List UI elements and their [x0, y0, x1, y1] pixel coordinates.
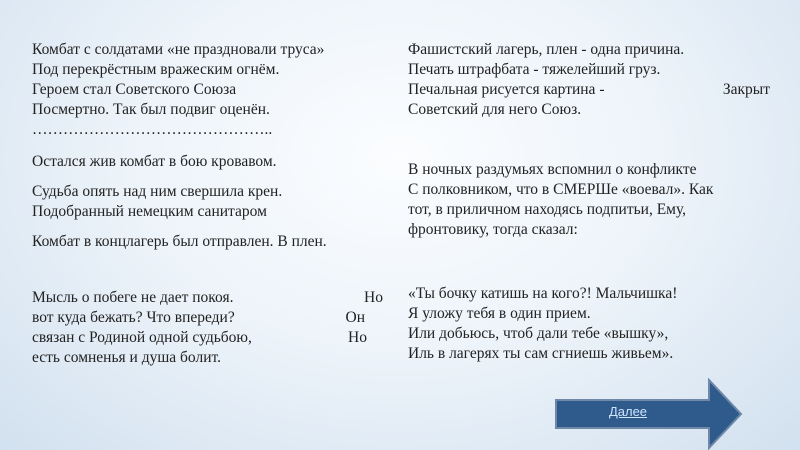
verse-line — [32, 288, 387, 308]
verse-line: Иль в лагерях ты сам сгниешь живьем». — [408, 345, 674, 362]
stanza-2 — [32, 152, 392, 172]
verse-text: Мысль о побеге не дает покоя. — [32, 289, 234, 306]
verse-tail: Но — [364, 289, 383, 306]
verse-line: Под перекрёстным вражеским огнём. — [32, 61, 280, 78]
verse-tail: Закрыт — [722, 81, 770, 98]
verse-line: Печать штрафбата - тяжелейший груз. — [408, 61, 661, 78]
verse-tail: Он — [345, 309, 365, 326]
stanza-4 — [32, 232, 392, 252]
next-button-label: Далее — [608, 404, 648, 419]
verse-line: Комбат в концлагерь был отправлен. В плен. — [32, 233, 327, 250]
verse-line: Остался жив комбат в бою кровавом. — [32, 153, 277, 170]
stanza-8 — [408, 284, 778, 364]
verse-line: Комбат с солдатами «не праздновали труса» — [32, 41, 325, 58]
verse-text: связан с Родиной одной судьбою, — [32, 329, 252, 346]
verse-tail: Но — [348, 329, 367, 346]
verse-line: С полковником, что в СМЕРШе «воевал». Как — [408, 181, 714, 198]
stanza-1 — [32, 40, 392, 140]
verse-line: Советский для него Союз. — [408, 101, 582, 118]
verse-line — [32, 308, 387, 328]
verse-line: тот, в приличном находясь подпитьи, Ему, — [408, 201, 687, 218]
verse-line: В ночных раздумьях вспомнил о конфликте — [408, 161, 697, 178]
verse-line — [32, 328, 387, 348]
stanza-5 — [32, 288, 387, 368]
verse-line: Я уложу тебя в один прием. — [408, 305, 591, 322]
stanza-7 — [408, 160, 778, 240]
verse-text: вот куда бежать? Что впереди? — [32, 309, 235, 326]
verse-line — [408, 80, 770, 100]
stanza-6 — [408, 40, 778, 120]
verse-line: Подобранный немецким санитаром — [32, 203, 267, 220]
stanza-3 — [32, 182, 392, 222]
verse-line: Фашистский лагерь, плен - одна причина. — [408, 41, 685, 58]
verse-text: Печальная рисуется картина - — [408, 81, 605, 98]
verse-line: «Ты бочку катишь на кого?! Мальчишка! — [408, 285, 678, 302]
verse-line: Героем стал Советского Союза — [32, 81, 237, 98]
verse-line: фронтовику, тогда сказал: — [408, 221, 578, 238]
next-button[interactable] — [553, 378, 743, 450]
verse-line: ……………………………………….. — [32, 121, 273, 138]
verse-line: Или добьюсь, чтоб дали тебе «вышку», — [408, 325, 669, 342]
verse-line: Судьба опять над ним свершила крен. — [32, 183, 283, 200]
verse-line: есть сомненья и душа болит. — [32, 349, 221, 366]
verse-line: Посмертно. Так был подвиг оценён. — [32, 101, 270, 118]
